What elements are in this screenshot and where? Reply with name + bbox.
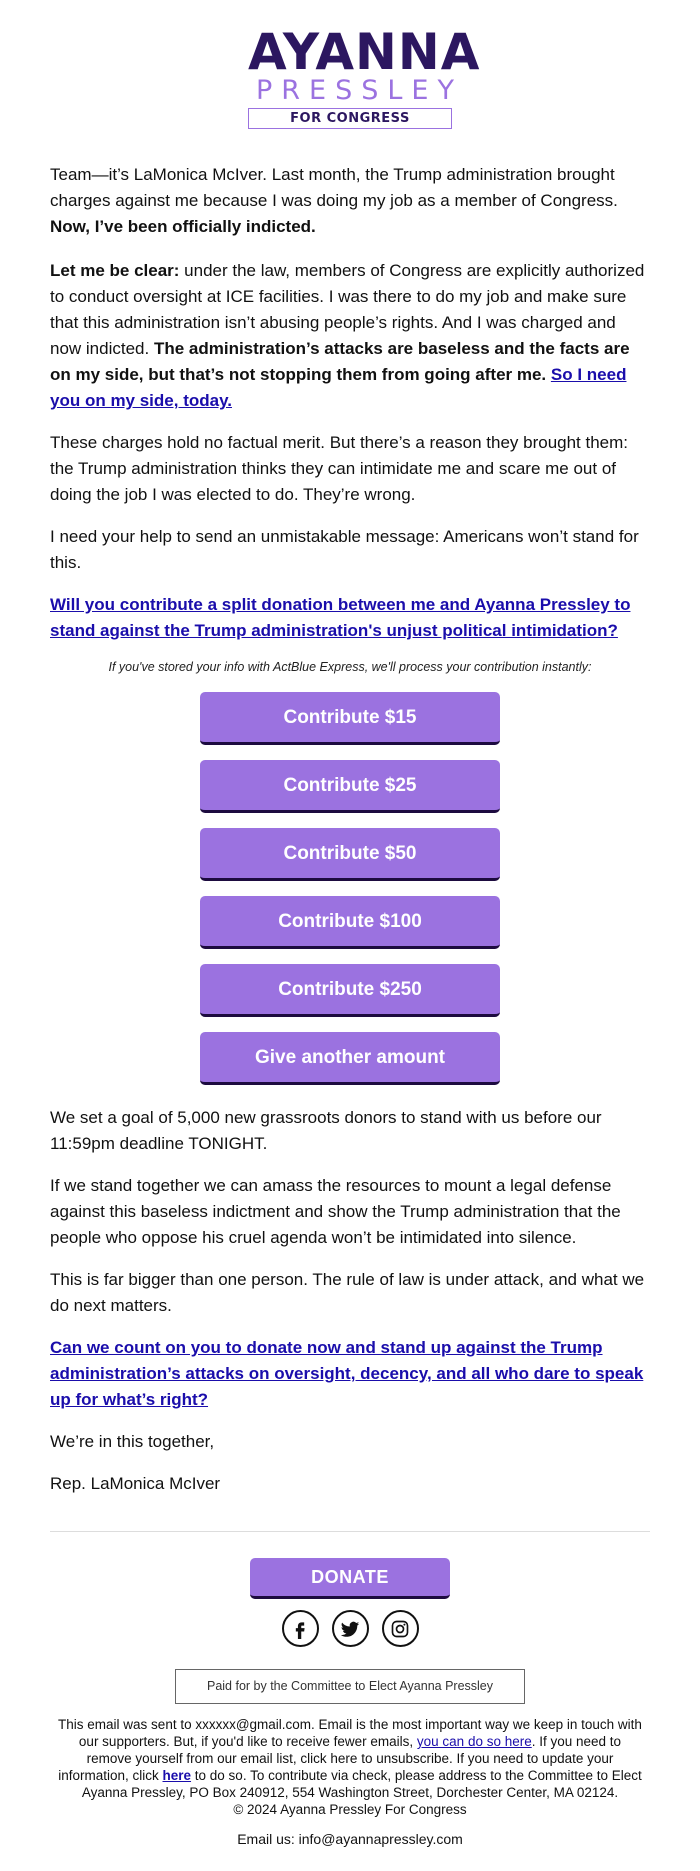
clear-bold: Let me be clear: (50, 261, 180, 280)
facebook-icon[interactable] (282, 1610, 319, 1647)
fine-text-1: This email was sent to xxxxxx@gmail.com. Email is the most important way we keep in touch with our supporters. But, if you'd like to receive fewer emails, (58, 1717, 642, 1749)
paragraph-rule-of-law: This is far bigger than one person. The rule of law is under attack, and what we do next matters. (50, 1270, 645, 1315)
signoff: We’re in this together, (50, 1432, 215, 1451)
copyright: © 2024 Ayanna Pressley For Congress (233, 1802, 467, 1817)
donate-button[interactable]: DONATE (250, 1558, 450, 1599)
logo-name: AYANNA (248, 23, 481, 81)
contribute-100-button[interactable]: Contribute $100 (200, 896, 500, 949)
paragraph-stand-together: If we stand together we can amass the resources to mount a legal defense against this baseless indictment and show the Trump administration that the people who oppose his cruel agenda won’t be intimidated into silence. (50, 1176, 621, 1247)
clear-text: under the law, members of Congress are explicitly authorized to conduct oversight at ICE facilities. I was there to do my job and make sure that this administration isn’t abusing people’s rights. And I was charged and now indicted. (50, 261, 645, 358)
instagram-icon[interactable] (382, 1610, 419, 1647)
paragraph-goal: We set a goal of 5,000 new grassroots donors to stand with us before our 11:59pm deadline TONIGHT. (50, 1108, 602, 1153)
contribute-250-button[interactable]: Contribute $250 (200, 964, 500, 1017)
actblue-note: If you've stored your info with ActBlue Express, we'll process your contribution instantly: (108, 660, 592, 674)
contribute-15-button[interactable]: Contribute $15 (200, 692, 500, 745)
email-us: Email us: info@ayannapressley.com (237, 1831, 463, 1847)
paragraph-message: I need your help to send an unmistakable message: Americans won’t stand for this. (50, 527, 639, 572)
footer-fine-print (56, 1716, 644, 1818)
logo-for-congress: FOR CONGRESS (248, 108, 452, 129)
give-another-amount-button[interactable]: Give another amount (200, 1032, 500, 1085)
need-you-link[interactable]: So I need you on my side, today. (50, 365, 627, 410)
paragraph-intro (50, 162, 650, 240)
fine-text-2: . If you need to remove yourself from our email list, click here to unsubscribe. If you need to update your information, click (58, 1734, 622, 1783)
split-donation-link[interactable]: Will you contribute a split donation between me and Ayanna Pressley to stand against the Trump administration's unjust political intimidation? (50, 595, 631, 640)
campaign-logo (248, 23, 481, 129)
contribute-50-button[interactable]: Contribute $50 (200, 828, 500, 881)
logo-subtitle: PRESSLEY (256, 75, 463, 106)
fine-text-3: to do so. To contribute via check, please address to the Committee to Elect Ayanna Pressley, PO Box 240912, 554 Washington Street, Dorchester Center, MA 02124. (81, 1768, 642, 1800)
email-body (0, 162, 700, 1497)
count-on-you-link[interactable]: Can we count on you to donate now and stand up against the Trump administration’s attacks on oversight, decency, and all who dare to speak up for what’s right? (50, 1338, 644, 1409)
fewer-emails-link[interactable]: you can do so here (416, 1734, 532, 1749)
paid-for-disclaimer: Paid for by the Committee to Elect Ayanna Pressley (175, 1669, 525, 1704)
contribute-buttons (200, 692, 500, 1085)
social-links (0, 1610, 700, 1647)
signature: Rep. LaMonica McIver (50, 1474, 221, 1493)
paragraph-charges: These charges hold no factual merit. But there’s a reason they brought them: the Trump administration thinks they can intimidate me and scare me out of doing the job I was elected to do. They’re wrong. (50, 433, 629, 504)
intro-text: Team—it’s LaMonica McIver. Last month, the Trump administration brought charges against me because I was doing my job as a member of Congress. (50, 165, 618, 210)
intro-bold: Now, I’ve been officially indicted. (50, 217, 316, 236)
update-info-link[interactable]: here (162, 1768, 192, 1783)
footer-divider (50, 1531, 650, 1532)
paragraph-clear (50, 258, 650, 414)
twitter-icon[interactable] (332, 1610, 369, 1647)
clear-bold-2: The administration’s attacks are baseless and the facts are on my side, but that’s not stopping them from going after me. (50, 339, 630, 384)
contribute-25-button[interactable]: Contribute $25 (200, 760, 500, 813)
